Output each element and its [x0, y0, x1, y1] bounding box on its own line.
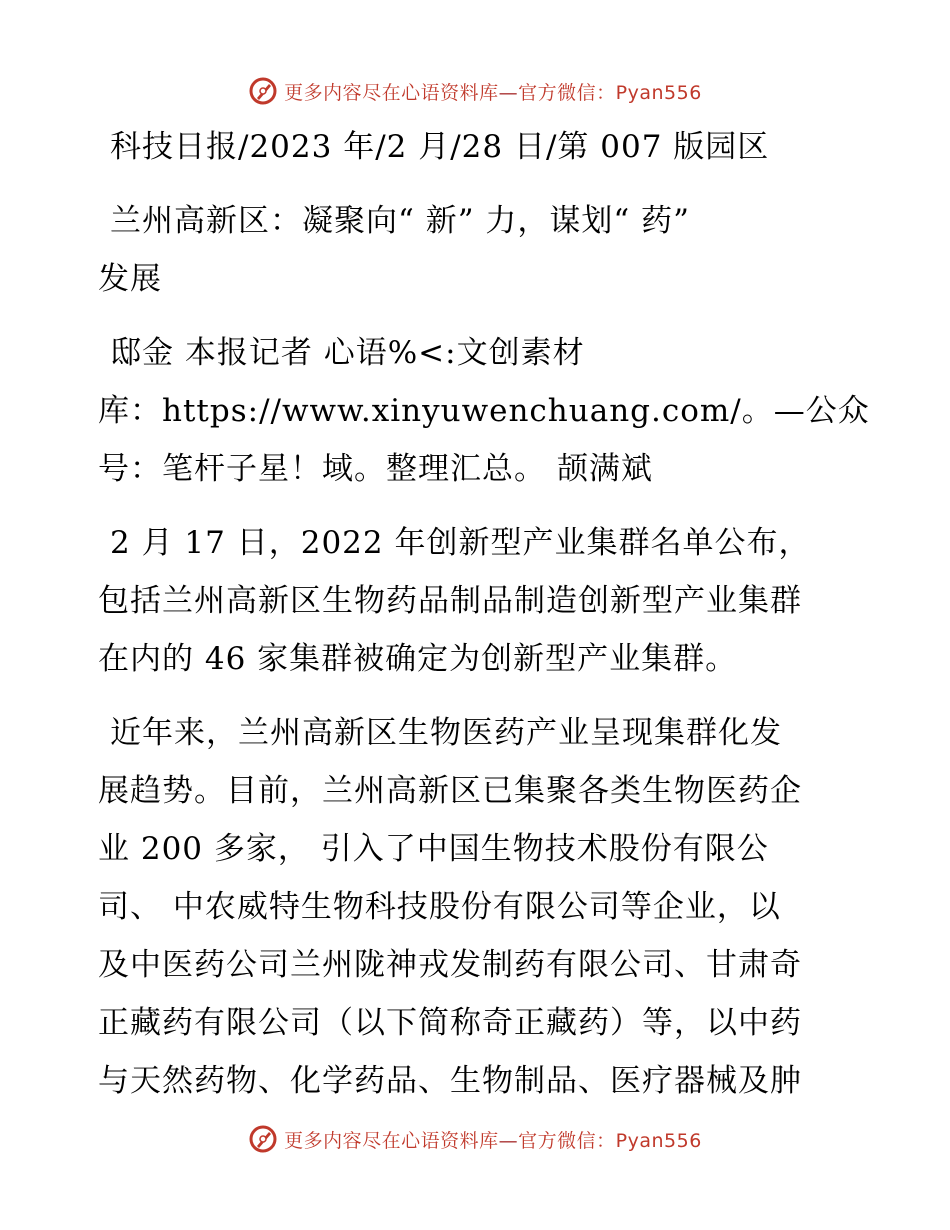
byline-line-1: 邸金 本报记者 心语%<:文创素材 — [110, 335, 585, 371]
source-line: 科技日报/2023 年/2 月/28 日/第 007 版园区 — [110, 129, 770, 165]
paragraph-2-line-3: 业 200 多家， 引入了中国生物技术股份有限公 — [98, 831, 769, 867]
article-title-line-2: 发展 — [98, 261, 162, 297]
paragraph-2-line-6: 正藏药有限公司（以下简称奇正藏药）等，以中药 — [98, 1005, 802, 1041]
paragraph-2-line-4: 司、 中农威特生物科技股份有限公司等企业，以 — [98, 889, 781, 925]
article-title-line-1: 兰州高新区：凝聚向“ 新” 力，谋划“ 药” — [110, 203, 690, 239]
banner-text — [284, 1126, 702, 1153]
paragraph-2-line-7: 与天然药物、化学药品、生物制品、医疗器械及肿 — [98, 1063, 802, 1099]
paragraph-1-line-1: 2 月 17 日，2022 年创新型产业集群名单公布， — [110, 525, 811, 561]
banner-wechat: 官方微信：Pyan556 — [518, 1129, 702, 1152]
banner-text — [284, 78, 702, 105]
paragraph-2-line-5: 及中医药公司兰州陇神戎发制药有限公司、甘肃奇 — [98, 947, 802, 983]
banner-separator: — — [498, 1129, 519, 1152]
header-banner — [0, 74, 950, 108]
quill-logo-icon — [248, 76, 278, 106]
byline-line-2: 库：https://www.xinyuwenchuang.com/。—公众 — [98, 393, 870, 429]
quill-logo-icon — [248, 1124, 278, 1154]
article — [98, 118, 870, 1110]
paragraph-1-line-2: 包括兰州高新区生物药品制品制造创新型产业集群 — [98, 583, 802, 619]
paragraph-1-line-3: 在内的 46 家集群被确定为创新型产业集群。 — [98, 641, 738, 677]
paragraph-2-line-1: 近年来，兰州高新区生物医药产业呈现集群化发 — [110, 715, 782, 751]
banner-slogan: 更多内容尽在心语资料库 — [284, 1129, 499, 1152]
footer-banner — [0, 1122, 950, 1156]
banner-wechat: 官方微信：Pyan556 — [518, 81, 702, 104]
banner-slogan: 更多内容尽在心语资料库 — [284, 81, 499, 104]
banner-separator: — — [498, 81, 519, 104]
byline-line-3: 号：笔杆子星！域。整理汇总。 颉满斌 — [98, 451, 653, 487]
paragraph-2-line-2: 展趋势。目前，兰州高新区已集聚各类生物医药企 — [98, 773, 802, 809]
